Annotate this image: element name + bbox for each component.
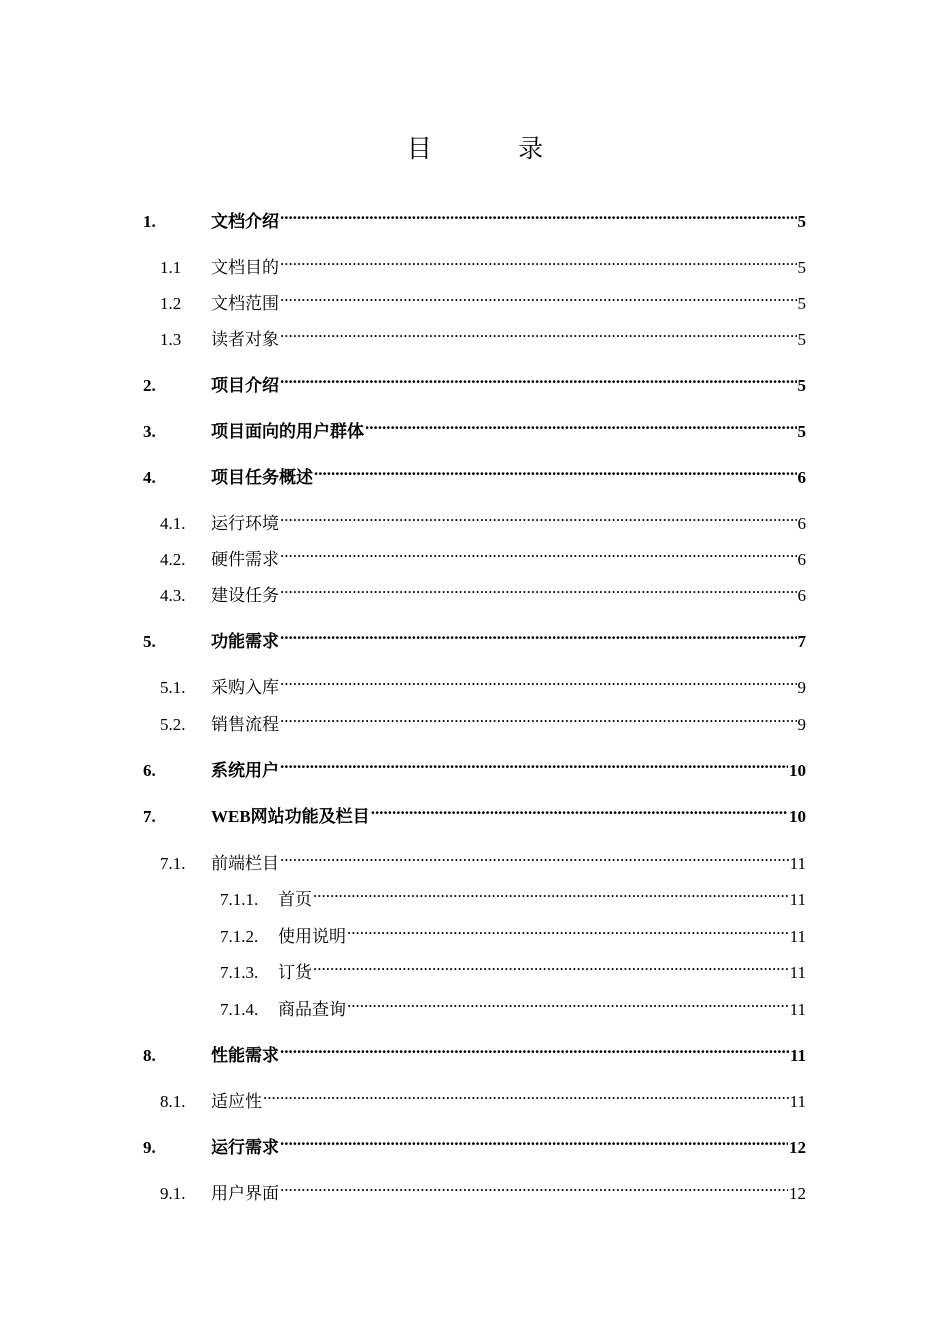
toc-dot-leader [280,201,797,227]
toc-entry[interactable] [143,750,806,780]
toc-entry-page: 6 [797,586,806,605]
toc-dot-leader [313,879,789,905]
toc-entry-page: 11 [789,890,806,909]
toc-entry-number: 4.3. [160,586,186,605]
toc-entry[interactable] [143,411,806,441]
toc-entry[interactable] [160,667,806,697]
toc-dot-leader [371,796,788,822]
toc-entry-page: 6 [797,468,806,487]
toc-entry-number: 7.1. [160,854,186,873]
toc-entry-title: 使用说明 [278,927,346,946]
toc-entry-title: 运行环境 [211,514,279,533]
toc-entry[interactable] [160,575,806,605]
toc-entry-page: 5 [797,376,806,395]
toc-dot-leader [280,1173,788,1199]
toc-entry-number: 4. [143,468,156,487]
toc-entry-page: 11 [789,1092,806,1111]
toc-entry-page: 9 [797,715,806,734]
toc-entry-page: 7 [797,632,806,651]
toc-dot-leader [280,750,788,776]
toc-dot-leader [280,319,797,345]
toc-entry-page: 11 [789,1000,806,1019]
toc-entry[interactable] [143,365,806,395]
toc-entry-number: 5.1. [160,678,186,697]
toc-entry[interactable] [160,1173,806,1203]
toc-entry-title: 项目任务概述 [211,468,313,487]
toc-entry-number: 7. [143,807,156,826]
toc-entry-title: 功能需求 [211,632,279,651]
toc-entry-number: 1. [143,212,156,231]
toc-entry-number: 4.1. [160,514,186,533]
toc-entry[interactable] [220,952,806,982]
toc-dot-leader [280,539,797,565]
toc-entry-number: 6. [143,761,156,780]
toc-entry-page: 5 [797,330,806,349]
toc-entry-page: 11 [789,854,806,873]
toc-entry-title: 商品查询 [278,1000,346,1019]
toc-entry-page: 9 [797,678,806,697]
toc-entry[interactable] [160,247,806,277]
toc-entry-page: 6 [797,550,806,569]
toc-entry-title: 运行需求 [211,1138,279,1157]
toc-dot-leader [347,989,789,1015]
toc-entry-number: 7.1.1. [220,890,259,909]
toc-dot-leader [280,1127,788,1153]
toc-entry-page: 11 [789,1046,806,1065]
toc-entry[interactable] [143,201,806,231]
toc-entry-title: 前端栏目 [211,854,279,873]
toc-entry-number: 5. [143,632,156,651]
toc-entry[interactable] [160,539,806,569]
toc-entry-title: 建设任务 [211,586,279,605]
toc-entry[interactable] [160,283,806,313]
toc-dot-leader [313,952,789,978]
toc-entry-number: 4.2. [160,550,186,569]
toc-entry-page: 10 [789,761,806,780]
toc-entry-title: 项目面向的用户群体 [211,422,364,441]
toc-entry-title: 采购入库 [211,678,279,697]
toc-entry-title: 文档范围 [211,294,279,313]
toc-entry[interactable] [220,879,806,909]
toc-entry[interactable] [160,843,806,873]
toc-entry-title: 首页 [278,890,312,909]
toc-entry-title: 读者对象 [211,330,279,349]
toc-entry-page: 5 [797,212,806,231]
toc-entry-page: 6 [797,514,806,533]
toc-entry-title: 订货 [278,963,312,982]
toc-entry-page: 12 [789,1184,806,1203]
toc-entry-number: 7.1.4. [220,1000,259,1019]
toc-dot-leader [365,411,797,437]
toc-entry-number: 5.2. [160,715,186,734]
toc-entry-title: 性能需求 [211,1046,279,1065]
toc-entry[interactable] [160,1081,806,1111]
toc-entry-number: 7.1.2. [220,927,259,946]
page-title: 目 录 [406,136,584,163]
toc-entry-number: 1.3 [160,330,182,349]
toc-entry[interactable] [160,503,806,533]
toc-entry[interactable] [160,704,806,734]
toc-dot-leader [263,1081,789,1107]
toc-entry-number: 3. [143,422,156,441]
toc-dot-leader [280,621,797,647]
toc-dot-leader [347,916,789,942]
toc-entry[interactable] [220,916,806,946]
toc-dot-leader [280,575,797,601]
toc-entry-title: 适应性 [211,1092,262,1111]
toc-entry-number: 9.1. [160,1184,186,1203]
toc-entry[interactable] [160,319,806,349]
toc-entry[interactable] [220,989,806,1019]
toc-entry-page: 11 [789,963,806,982]
toc-entry-title: 硬件需求 [211,550,279,569]
toc-entry-page: 5 [797,258,806,277]
toc-dot-leader [280,843,789,869]
toc-dot-leader [280,365,797,391]
toc-dot-leader [280,283,797,309]
toc-entry[interactable] [143,1127,806,1157]
toc-entry-page: 11 [789,927,806,946]
toc-entry-title: 项目介绍 [211,376,279,395]
toc-dot-leader [280,667,797,693]
toc-entry-number: 1.2 [160,294,182,313]
toc-dot-leader [280,503,797,529]
toc-entry-number: 8.1. [160,1092,186,1111]
toc-entry-page: 12 [789,1138,806,1157]
toc-entry-title: 文档目的 [211,258,279,277]
toc-entry[interactable] [143,1035,806,1065]
toc-entry-number: 2. [143,376,156,395]
toc-dot-leader [280,1035,789,1061]
toc-entry-page: 10 [789,807,806,826]
toc-entry-page: 5 [797,294,806,313]
toc-entry-number: 8. [143,1046,156,1065]
toc-entry-number: 7.1.3. [220,963,259,982]
toc-dot-leader [280,247,797,273]
toc-dot-leader [280,704,797,730]
toc-entry-title: 系统用户 [211,761,279,780]
toc-entry-title: WEB网站功能及栏目 [211,807,370,826]
toc-entry-title: 销售流程 [211,715,279,734]
toc-entry[interactable] [143,621,806,651]
toc-entry[interactable] [143,457,806,487]
toc-dot-leader [314,457,797,483]
toc-entry[interactable] [143,796,806,826]
toc-entry-title: 用户界面 [211,1184,279,1203]
toc-entry-title: 文档介绍 [211,212,279,231]
toc-entry-number: 9. [143,1138,156,1157]
toc-entry-page: 5 [797,422,806,441]
toc-entry-number: 1.1 [160,258,182,277]
